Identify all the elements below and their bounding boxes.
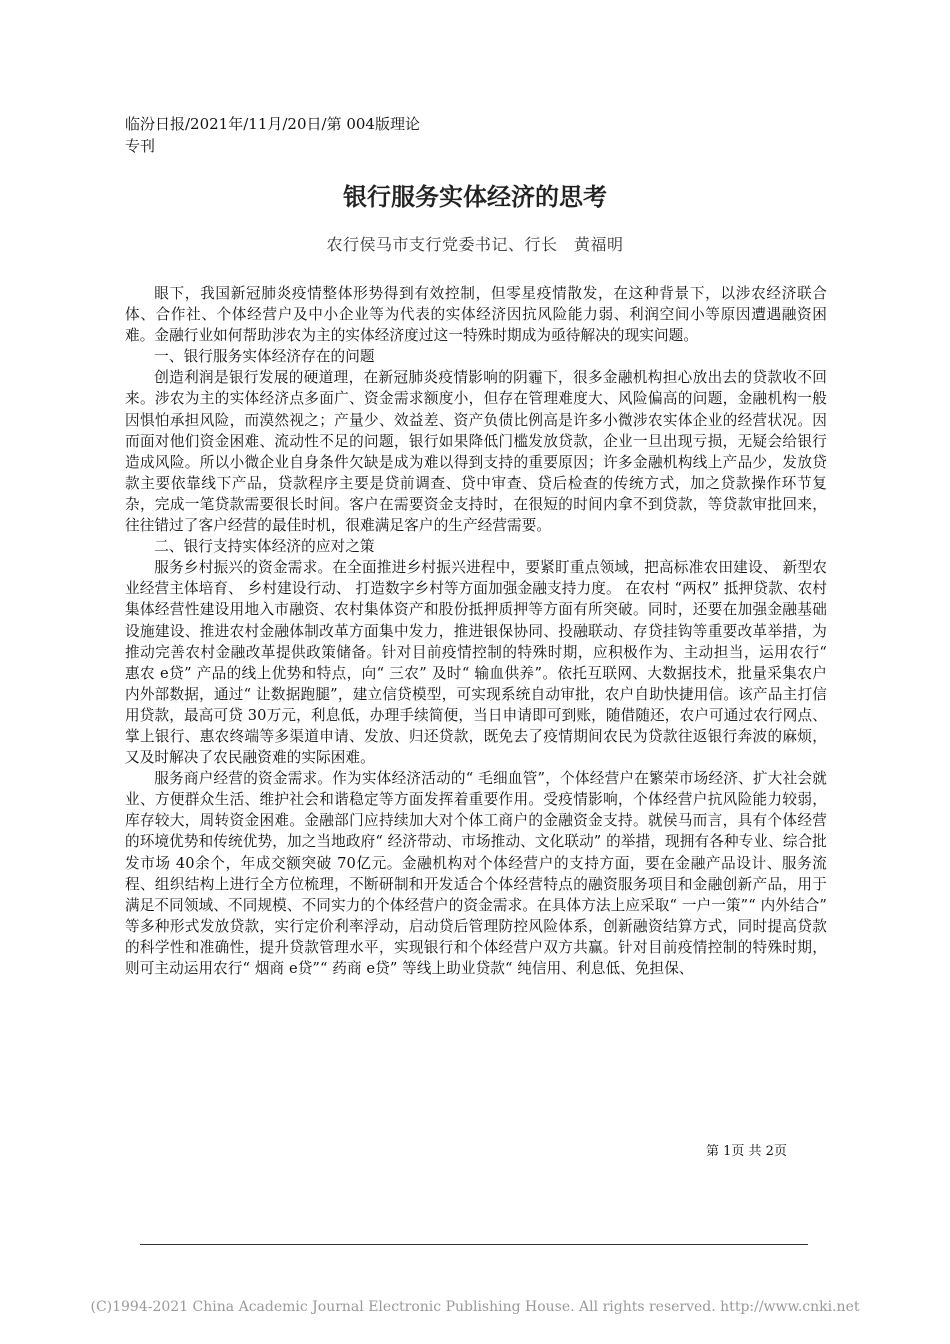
- source-citation: 临汾日报/2021年/11月/20日/第 004版理论专刊: [125, 115, 420, 155]
- paragraph-merchant-business: 服务商户经营的资金需求。作为实体经济活动的“ 毛细血管”，个体经营户在繁荣市场经济、扩大社会就业、方便群众生活、维护社会和谐稳定等方面发挥着重要作用。受疫情影响，个体经营户抗风险能力较弱，库存较大，周转资金困难。金融部门应持续加大对个体工商户的金融资金支持。就侯马而言，具有个体经营的环境优势和传统优势，加之当地政府“ 经济带动、市场推动、文化联动” 的举措，现拥有各种专业、综合批发市场 40余个，年成交额突破 70亿元。金融机构对个体经营户的支持方面，要在金融产品设计、服务流程、组织结构上进行全方位梳理，不断研制和开发适合个体经营特点的融资服务项目和金融创新产品，用于满足不同领域、不同规模、不同实力的个体经营户的资金需求。在具体方法上应采取“ 一户一策”“ 内外结合” 等多种形式发放贷款，实行定价利率浮动，启动贷后管理防控风险体系，创新融资结算方式，同时提高贷款的科学性和准确性，提升贷款管理水平，实现银行和个体经营户双方共赢。针对目前疫情控制的特殊时期，则可主动运用农行“ 烟商 e贷”“ 药商 e贷” 等线上助业贷款“ 纯信用、利息低、免担保、: [125, 770, 827, 977]
- section-heading-2: 二、银行支持实体经济的应对之策: [154, 538, 375, 556]
- section-heading-1: 一、银行服务实体经济存在的问题: [154, 348, 375, 366]
- paragraph-intro: 眼下，我国新冠肺炎疫情整体形势得到有效控制，但零星疫情散发，在这种背景下，以涉农经济联合体、合作社、个体经营户及中小企业等为代表的实体经济因抗风险能力弱、利润空间小等原因遭遇融资困难。金融行业如何帮助涉农为主的实体经济度过这一特殊时期成为亟待解决的现实问题。: [125, 285, 827, 345]
- paragraph-problems: 创造利润是银行发展的硬道理，在新冠肺炎疫情影响的阴霾下，很多金融机构担心放出去的贷款收不回来。涉农为主的实体经济点多面广、资金需求额度小，但存在管理难度大、风险偏高的问题，金融机构一般因惧怕承担风险，而漠然视之；产量少、效益差、资产负债比例高是许多小微涉农实体企业的经营状况。因而面对他们资金困难、流动性不足的问题，银行如果降低门槛发放贷款，企业一旦出现亏损，无疑会给银行造成风险。所以小微企业自身条件欠缺是成为难以得到支持的重要原因；许多金融机构线上产品少，发放贷款主要依靠线下产品，贷款程序主要是贷前调查、贷中审查、贷后检查的传统方式，加之贷款操作环节复杂，完成一笔贷款需要很长时间。客户在需要资金支持时，在很短的时间内拿不到贷款，等贷款审批回来，往往错过了客户经营的最佳时机，很难满足客户的生产经营需要。: [125, 369, 827, 535]
- copyright-notice: (C)1994-2021 China Academic Journal Electronic Publishing House. All rights reserved. http://www.cnki.net: [90, 1299, 860, 1315]
- footer-divider: [140, 1244, 808, 1245]
- article-body: [125, 283, 827, 979]
- article-author: 农行侯马市支行党委书记、行长 黄福明: [326, 235, 624, 254]
- page-number: 第 1页 共 2页: [706, 1144, 787, 1159]
- paragraph-rural-revitalization: 服务乡村振兴的资金需求。在全面推进乡村振兴进程中，要紧盯重点领域，把高标准农田建设、 新型农业经营主体培育、 乡村建设行动、 打造数字乡村等方面加强金融支持力度。 在农村 “两权” 抵押贷款、农村集体经营性建设用地入市融资、农村集体资产和股份抵押质押等方面有所突破。同时，还要在加强金融基础设施建设、推进农村金融体制改革方面集中发力，推进银保协同、投融联动、存贷挂钩等重要改革举措，为推动完善农村金融改革提供政策储备。针对目前疫情控制的特殊时期，应积极作为、主动担当，运用农行“ 惠农 e贷” 产品的线上优势和特点，向“ 三农” 及时“ 输血供养”。依托互联网、大数据技术，批量采集农户内外部数据，通过“ 让数据跑腿”，建立信贷模型，可实现系统自动审批，农户自助快捷用信。该产品主打信用贷款，最高可贷 30万元，利息低，办理手续简便，当日申请即可到账，随借随还，农户可通过农行网点、掌上银行、惠农终端等多渠道申请、发放、归还贷款，既免去了疫情期间农民为贷款往返银行奔波的麻烦，又及时解决了农民融资难的实际困难。: [125, 559, 827, 767]
- article-title: 银行服务实体经济的思考: [343, 183, 607, 211]
